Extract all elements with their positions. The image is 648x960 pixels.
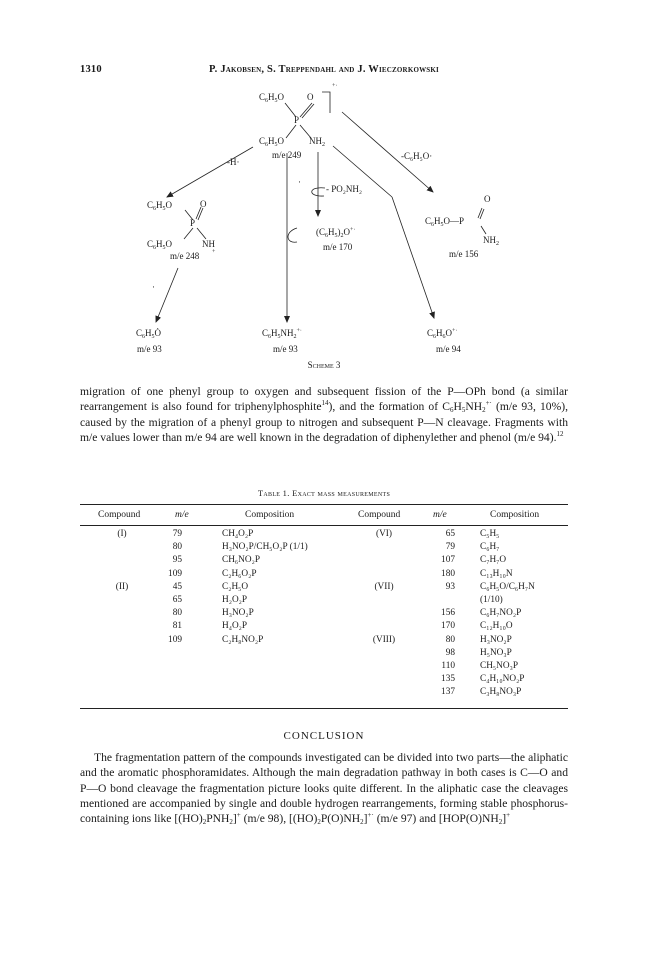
table-cell-composition: C₃H₈NO₃P [480,687,522,698]
table-cell-composition: C₂H₅O [222,581,249,592]
table-cell-compound: (II) [115,581,129,592]
m93-left-mz: m/e 93 [137,344,162,354]
table-cell-compound: (I) [117,529,127,539]
m93-center-mz: m/e 93 [273,344,298,354]
table-cell-me: 170 [441,621,455,632]
table-header: Compound [98,510,141,520]
table-cell-composition: (1/10) [480,595,503,605]
table-cell-me: 79 [445,542,455,553]
bond-line [300,103,312,117]
fishhook-arrow [288,228,297,242]
table-cell-composition: C₆H₇ [480,542,500,553]
table-cell-composition: C₆H₅O/C₆H₇N [480,581,535,592]
m170-formula: $(C_6H_5)_2O^{+\cdot}$ [316,227,356,239]
table-cell-compound: (VIII) [372,634,396,645]
radical-dot: · [298,177,301,187]
arrow-to-m93-left [156,268,178,322]
m93-left-formula: $C_6H_5Ȯ$ [136,328,162,340]
m170-mz: m/e 170 [323,242,353,252]
arrow-label-left: -H· [227,157,240,167]
amine-label: $NH_2$ [483,235,499,247]
m94-formula: $C_6H_6O^{+\cdot}$ [427,328,458,340]
bond-line [286,125,296,138]
oxygen-label: O [200,199,207,209]
table-cell-me: 180 [441,568,455,579]
table-cell-composition: CH₆NO₂P [222,555,260,566]
bond-line [302,104,314,118]
table-cell-composition: C₁₃H₁₀N [480,568,513,579]
page-number: 1310 [80,64,102,75]
table-cell-composition: C₇H₇O [480,555,507,566]
m156-formula: $C_6H_5O—P$ [425,216,465,228]
table-top-rule [80,504,568,505]
arrow-label-right: -C₆H₅O· [401,151,433,161]
table-cell-composition: CH₅NO₃P [480,661,518,671]
table-cell-me: 137 [441,687,455,698]
m248-formula-top: $C_6H_5O$ [147,200,173,212]
table-cell-composition: H₂O₂P [222,595,248,605]
parent-ion-charge: +· [332,83,338,89]
imine-label: NH [202,239,215,249]
table-cell-me: 79 [172,529,182,539]
parent-ion-formula: $C_6H_5O$ [259,92,285,104]
table-cell-composition: C₂H₈NO₂P [222,634,264,645]
table-cell-compound: (VI) [375,529,392,539]
table-cell-composition: H₃NO₂P/CH₅O₂P (1/1) [222,542,308,553]
phenoxy-label: $C_6H_5O$ [259,136,285,148]
table-cell-composition: H₅NO₃P [480,647,512,658]
table-cell-me: 80 [172,608,182,619]
scheme-label: Scheme 3 [307,360,341,370]
table-cell-me: 156 [441,608,455,619]
oxygen-label: O [307,92,314,102]
bracket-line [322,92,330,113]
table-title: Table 1. Exact mass measurements [257,488,391,498]
bond-line [481,226,486,234]
bond-line [197,228,206,239]
table-cell-me: 65 [445,529,455,539]
phosphorus-label: P [294,115,300,125]
table-cell-me: 107 [441,555,455,566]
table-header: m/e [433,510,447,520]
table-cell-me: 109 [168,568,182,579]
table-cell-me: 81 [172,621,182,632]
table-cell-composition: C₂H₆O₂P [222,568,257,579]
table-cell-me: 65 [172,595,182,605]
m248-mz: m/e 248 [170,251,200,261]
oxygen-label: O [484,194,491,204]
m248-formula-bottom: $C_6H_5O$ [147,239,173,251]
table-header: Composition [245,510,295,520]
m156-mz: m/e 156 [449,249,479,259]
conclusion-paragraph: The fragmentation pattern of the compounds investigated can be divided into two parts—the aliphatic and the aromatic phosphoramidates. Although the main degradation pathway in both cases is C—O and P—O bond cleavage the fragmentation picture looks quite different. In the aliphatic case the cleavages mentioned are accompanied by single and double hydrogen rearrangements, forming stable phosphorus-containing ions like $[(HO)_2PNH_2]^+$ (m/e 98), $[(HO)_2P(O)NH_2]^{+\cdot}$ (m/e 97) and $[HOP(O)NH_2]^+$ [80,751,568,827]
table-header: Composition [490,510,540,520]
amine-label: $NH_2$ [309,136,325,148]
table-cell-me: 135 [441,674,455,685]
table-cell-me: 110 [441,661,455,671]
table-cell-composition: H₃NO₂P [480,634,512,645]
table-cell-me: 109 [168,634,182,645]
table-cell-me: 95 [172,555,182,566]
table-cell-composition: C₅H₅ [480,529,500,539]
table-cell-me: 98 [445,647,455,658]
m94-mz: m/e 94 [436,344,461,354]
parent-mz: m/e 249 [272,150,302,160]
m248-charge: + [212,249,216,255]
phosphorus-label: P [190,218,196,228]
table-cell-composition: H₃NO₂P [222,608,254,619]
table-cell-me: 93 [445,581,455,592]
table-cell-me: 45 [172,581,182,592]
table-header: Compound [358,510,401,520]
conclusion-heading: CONCLUSION [283,730,365,742]
table-cell-composition: C₁₂H₁₀O [480,621,513,632]
radical-dot: · [152,282,155,292]
body-paragraph: migration of one phenyl group to oxygen and subsequent fission of the P—OPh bond (a similar rearrangement is also found for triphenylphosphite$^{14}$), and the formation of $C_6H_5NH_2^{+\cdot}$ (m/e 93, 10%), caused by the migration of a phenyl group to nitrogen and subsequent P—N cleavage. Fragments with m/e values lower than m/e 94 are well known in the degradation of diphenylether and phenol (m/e 94).$^{12}$ [80,385,568,444]
table-cell-composition: CH₄O₂P [222,529,254,539]
bond-line [198,208,203,220]
m93-center-formula: $C_6H_5NH_2^{+\cdot}$ [262,328,302,340]
table-cell-compound: (VII) [374,581,394,592]
table-cell-composition: C₆H₇NO₂P [480,608,522,619]
table-cell-composition: H₄O₂P [222,621,248,632]
table-cell-me: 80 [445,634,455,645]
arrow-to-m248 [167,147,253,197]
table-header: m/e [175,510,189,520]
scheme-diagram [0,0,648,370]
running-header-authors: P. Jakobsen, S. Treppendahl and J. Wieczorkowski [209,64,439,75]
table-header-rule [80,525,568,526]
table-bottom-rule [80,708,568,709]
arrow-label-center: - PO₂NH₂ [326,184,363,194]
table-cell-composition: C₄H₁₀NO₂P [480,674,525,685]
table-cell-me: 80 [172,542,182,553]
bond-line [184,228,193,239]
